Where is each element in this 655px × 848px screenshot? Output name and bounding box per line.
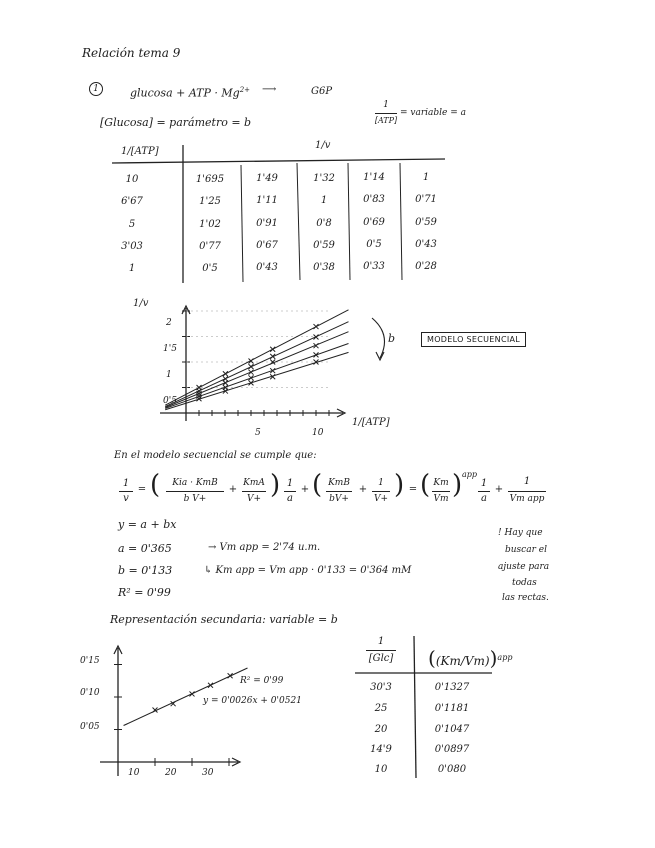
final-num: 1	[523, 476, 531, 487]
table1-cell: 0'28	[415, 260, 437, 272]
graph2-xtick: 30	[202, 768, 214, 778]
graph2-ytick: 0'10	[80, 688, 100, 698]
note-line: las rectas.	[502, 593, 549, 603]
table2-cell-x: 14'9	[370, 744, 392, 755]
table1-cell: 0'77	[199, 241, 221, 252]
plus-sign: +	[228, 484, 238, 495]
term1-den: b V+	[183, 494, 207, 504]
term2-den: V+	[246, 494, 262, 504]
table2-col1-den: [Glc]	[368, 653, 394, 664]
graph2-fit-equation: y = 0'0026x + 0'0521	[203, 696, 302, 706]
table1-cell-x: 1	[128, 263, 136, 274]
table2-cell-x: 25	[374, 703, 388, 714]
r2-value: R² = 0'99	[118, 586, 171, 599]
frac-a-den: a	[287, 493, 293, 504]
frac-a-num: 1	[480, 478, 488, 489]
table1-cell: 0'5	[202, 263, 218, 274]
b-value: b = 0'133	[118, 564, 173, 577]
graph2-xtick: 20	[165, 768, 177, 778]
b-result: ↳ Km app = Vm app · 0'133 = 0'364 mM	[204, 565, 412, 576]
table2-cell-y: 0'0897	[434, 744, 470, 755]
table1-cell: 1'11	[256, 195, 278, 207]
term1-num: Kia · KmB	[172, 478, 218, 488]
table1-cell: 0'43	[256, 262, 278, 274]
note-line: todas	[512, 578, 537, 588]
problem-number: 1	[89, 82, 103, 96]
a-value: a = 0'365	[118, 542, 172, 555]
final-den: Vm app	[509, 494, 545, 504]
table1-cell: 1'02	[199, 219, 221, 230]
table1-cell: 0'91	[256, 218, 278, 230]
table1-cell: 0'71	[415, 193, 437, 205]
graph2-xtick: 10	[128, 768, 140, 778]
plus-sign: +	[358, 484, 368, 495]
km-vm-den: Vm	[433, 494, 449, 504]
graph1-xtick: 5	[255, 428, 261, 438]
table1-header-y: 1/v	[315, 140, 331, 151]
graph1-x-label: 1/[ATP]	[352, 417, 390, 428]
table1-cell: 0'83	[363, 194, 385, 206]
page-title: Relación tema 9	[82, 46, 181, 60]
graph1-ytick: 1'5	[163, 344, 177, 354]
fraction-bar	[366, 650, 396, 651]
table1-cell: 0'59	[415, 216, 437, 228]
graph2-r2: R² = 0'99	[240, 676, 284, 686]
table1-cell-x: 6'67	[121, 196, 143, 207]
paren-close: )	[270, 470, 281, 500]
graph1-ytick: 2	[166, 318, 172, 328]
table2-cell-x: 10	[374, 764, 388, 775]
graph2-ytick: 0'05	[80, 722, 100, 732]
sequential-intro: En el modelo secuencial se cumple que:	[114, 450, 317, 461]
table1-cell: 1'695	[195, 174, 225, 185]
km-vm-num: Km	[433, 478, 449, 488]
paren-open: (	[420, 470, 431, 500]
parameter-line: [Glucosa] = parámetro = b	[100, 116, 252, 129]
paren-close: )	[394, 470, 405, 500]
term4-num: 1	[378, 478, 384, 488]
app-superscript: app	[462, 470, 478, 479]
note-line: ajuste para	[498, 562, 550, 572]
table1-cell: 0'33	[363, 261, 385, 273]
graph1-xtick: 10	[312, 428, 324, 438]
table1-cell: 0'38	[313, 261, 335, 273]
reaction-left: glucosa + ATP · $Mg^{2+}$	[130, 86, 251, 100]
table1-cell-x: 5	[128, 219, 136, 230]
table2-cell-x: 30'3	[370, 682, 392, 693]
table1-cell: 1'32	[313, 172, 335, 184]
paren-close: )	[452, 470, 463, 500]
graph1-param-label: b	[388, 332, 396, 345]
variable-text: = variable = a	[400, 108, 466, 118]
variable-fraction-den: [ATP]	[374, 116, 398, 125]
table1-cell-x: 10	[125, 174, 139, 185]
graph1-ytick: 0'5	[163, 396, 177, 406]
table2-col1-num: 1	[377, 636, 385, 647]
equals-sign: =	[408, 484, 418, 495]
table1-cell: 1	[320, 194, 328, 206]
a-result: → Vm app = 2'74 u.m.	[208, 542, 321, 553]
table2-col2-header: $((Km/Vm))^{app}$	[428, 646, 513, 670]
paren-open: (	[150, 470, 161, 500]
table1-cell: 0'69	[363, 217, 385, 229]
secondary-title: Representación secundaria: variable = b	[110, 613, 338, 626]
line-equation: y = a + bx	[118, 518, 177, 531]
term3-num: KmB	[328, 478, 350, 488]
table1-cell: 0'59	[313, 239, 335, 251]
term4-den: V+	[373, 494, 389, 504]
reaction-arrow-icon: ⟶	[262, 84, 277, 95]
frac-a-den: a	[481, 493, 487, 504]
table2-cell-y: 0'080	[437, 764, 467, 775]
table1-cell: 1'49	[256, 173, 278, 185]
table1-cell: 0'5	[366, 239, 382, 251]
table2-cell-x: 20	[374, 724, 388, 735]
graph1-y-label: 1/v	[133, 298, 149, 309]
table1-cell: 1'25	[199, 196, 221, 207]
term2-num: KmA	[243, 478, 265, 488]
graph1-ytick: 1	[166, 370, 172, 380]
term3-den: bV+	[329, 494, 349, 504]
table1-cell: 1	[422, 171, 430, 183]
plus-sign: +	[300, 484, 310, 495]
variable-fraction-num: 1	[383, 100, 389, 110]
eq-lhs-den: v	[123, 493, 129, 504]
table2-cell-y: 0'1327	[434, 682, 470, 693]
table2-cell-y: 0'1047	[434, 724, 470, 735]
paren-open: (	[312, 470, 323, 500]
table1-cell: 0'8	[316, 217, 332, 229]
graph2-ytick: 0'15	[80, 656, 100, 666]
table1-cell-x: 3'03	[121, 241, 143, 252]
equals-sign: =	[137, 484, 147, 495]
note-line: ! Hay que	[498, 528, 543, 538]
eq-lhs-num: 1	[122, 478, 130, 489]
table1-cell: 0'67	[256, 240, 278, 252]
model-box: MODELO SECUENCIAL	[421, 332, 526, 347]
table1-cell: 0'43	[415, 238, 437, 250]
note-line: buscar el	[505, 545, 547, 555]
table1-cell: 1'14	[363, 172, 385, 184]
table2-cell-y: 0'1181	[434, 703, 470, 714]
frac-a-num: 1	[286, 478, 294, 489]
plus-sign: +	[494, 484, 504, 495]
reaction-right: G6P	[311, 86, 333, 97]
table1-header-x: 1/[ATP]	[121, 146, 159, 157]
